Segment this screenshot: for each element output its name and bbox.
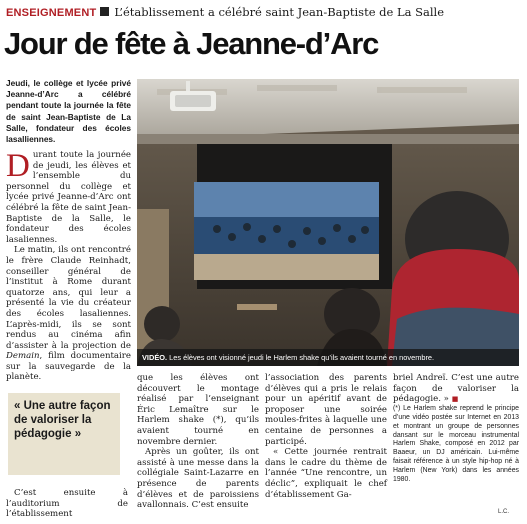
section-label: ENSEIGNEMENT: [6, 7, 97, 19]
film-title: Demain: [6, 351, 40, 362]
col3-paragraph-2: « Cette journée rentrait dans le cadre du thème de l’année “Une rencontre, un déclic”, expliquait le chef d’établissement Ga-: [265, 447, 387, 500]
col4-paragraph-1: [393, 373, 519, 405]
article-photo: [137, 79, 519, 366]
column-2: [137, 373, 259, 511]
caption-label: VIDÉO.: [142, 353, 168, 362]
col3-paragraph-1: l’association des parents d’élèves qui a pris le relais pour un apéritif avant de proposer une soirée moules-frites à laquelle une centaine de personnes a participé.: [265, 373, 387, 447]
col1-paragraph-2-end: , film documentaire sur la sauvegarde de la planète.: [6, 351, 131, 383]
pull-quote: « Une autre façon de valoriser la pédagogie »: [8, 393, 120, 475]
col1-paragraph-2: [6, 245, 131, 383]
caption-text: Les élèves ont visionné jeudi le Harlem shake qu’ils avaient tourné en novembre.: [167, 353, 435, 362]
headline: Jour de fête à Jeanne-d’Arc: [4, 26, 379, 61]
photo-caption: [137, 349, 519, 366]
end-mark-icon: ■: [451, 395, 459, 404]
column-1-bottom: [6, 488, 128, 520]
author-signature: L.C.: [498, 509, 510, 515]
kicker-title: L’établissement a célébré saint Jean-Baptiste de La Salle: [114, 5, 445, 19]
classroom-projection-image: [137, 79, 519, 366]
column-3: [265, 373, 387, 500]
article-kicker: [6, 2, 521, 22]
kicker-square-icon: [100, 7, 109, 16]
col1-paragraph-2-text: Le matin, ils ont rencontré le frère Claude Reinhadt, conseiller général de l’institut à Rome durant quatorze ans, qui leur a présenté la vie du créateur des écoles lasaliennes. L’après-midi, ils se sont rendus au cinéma afin d’assister à la projection de: [6, 245, 131, 351]
col1-bottom-paragraph: C’est ensuite à l’auditorium de l’établissement: [6, 488, 128, 520]
column-1: [6, 150, 131, 383]
col2-paragraph-1: que les élèves ont découvert le montage réalisé par l’enseignant Éric Lemaître sur le Harlem shake (*), qu’ils avaient tourné en novembre dernier.: [137, 373, 259, 447]
col1-paragraph-1: [6, 150, 131, 245]
col1-paragraph-1-text: urant toute la journée de jeudi, les élèves et l’ensemble du personnel du collège et lycée privé Jeanne-d’Arc ont célébré la fête de saint Jean-Baptiste de la Salle, le fondateur des écoles lasaliennes.: [6, 150, 131, 245]
col2-paragraph-2: Après un goûter, ils ont assisté à une messe dans la collégiale Saint-Lazarre en présence de parents d’élèves et de paroissiens avallonnais. C’est ensuite: [137, 447, 259, 511]
column-4: [393, 373, 519, 485]
lead-paragraph: Jeudi, le collège et lycée privé Jeanne-d’Arc a célébré pendant toute la journée la fête de saint Jean-Baptiste de La Salle, fondateur des écoles lasalliennes.: [6, 78, 131, 145]
drop-cap: D: [6, 148, 30, 184]
footnote: (*) Le Harlem shake reprend le principe d’une vidéo postée sur Internet en 2013 et montrant un groupe de personnes dansant sur le morceau instrumental Harlem Shake, composé en 2012 par Baaeur, un DJ américain. Lui-même faisait référence à un style hip-hop né à Harlem (New York) dans les années 1980.: [393, 404, 519, 484]
col4-paragraph-1-text: briel Andreï. C’est une autre façon de valoriser la pédagogie. »: [393, 373, 519, 405]
